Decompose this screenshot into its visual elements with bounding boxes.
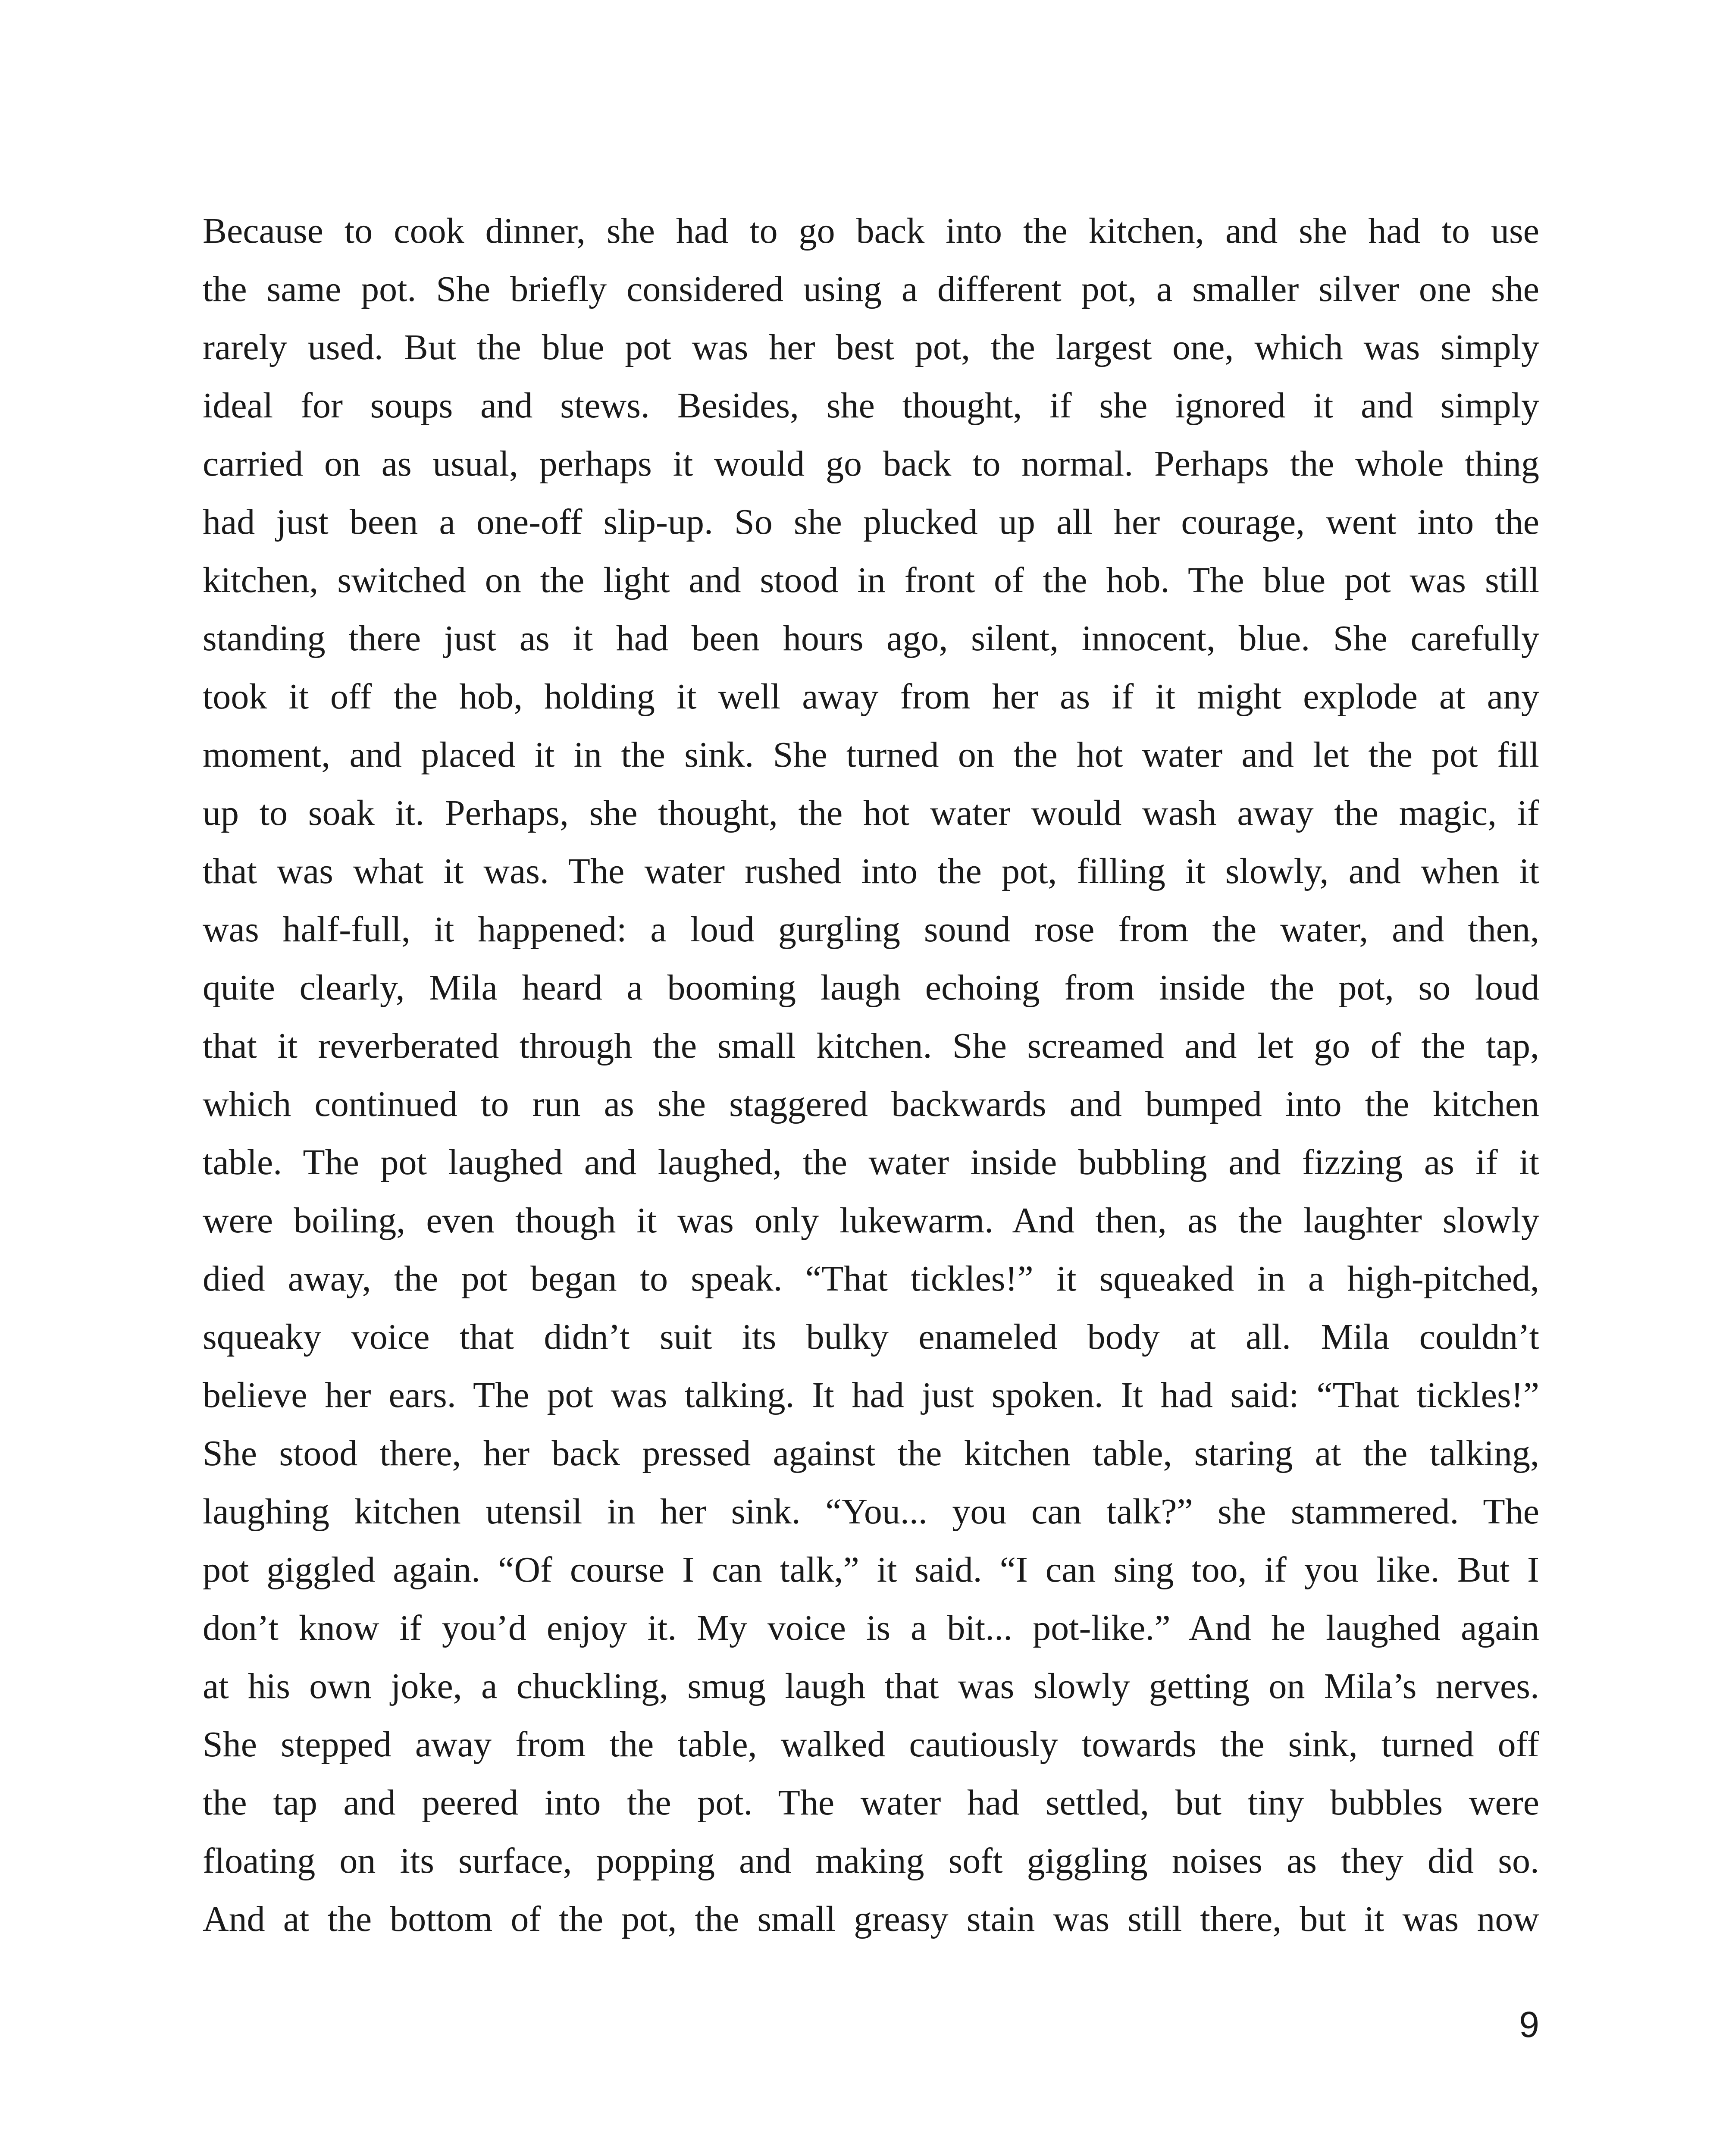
text-line: moment, and placed it in the sink. She turned on the hot water and let the pot fill xyxy=(203,735,1539,775)
text-line: the tap and peered into the pot. The water had settled, but tiny bubbles were xyxy=(203,1783,1539,1823)
text-line: rarely used. But the blue pot was her best pot, the largest one, which was simply xyxy=(203,327,1539,367)
text-line: don’t know if you’d enjoy it. My voice is a bit... pot-like.” And he laughed again xyxy=(203,1608,1539,1648)
text-line: was half-full, it happened: a loud gurgling sound rose from the water, and then, xyxy=(203,909,1539,950)
text-line: table. The pot laughed and laughed, the water inside bubbling and fizzing as if it xyxy=(203,1142,1539,1182)
page-number: 9 xyxy=(1519,2004,1539,2045)
text-line: laughing kitchen utensil in her sink. “You... you can talk?” she stammered. The xyxy=(203,1492,1539,1532)
text-line: which continued to run as she staggered backwards and bumped into the kitchen xyxy=(203,1084,1539,1124)
text-line: at his own joke, a chuckling, smug laugh that was slowly getting on Mila’s nerves. xyxy=(203,1666,1539,1706)
text-line: And at the bottom of the pot, the small greasy stain was still there, but it was now xyxy=(203,1899,1539,1939)
text-line: were boiling, even though it was only lukewarm. And then, as the laughter slowly xyxy=(203,1200,1539,1241)
text-line: quite clearly, Mila heard a booming laugh echoing from inside the pot, so loud xyxy=(203,968,1539,1008)
text-line: pot giggled again. “Of course I can talk,” it said. “I can sing too, if you like. But I xyxy=(203,1550,1539,1590)
text-line: up to soak it. Perhaps, she thought, the hot water would wash away the magic, if xyxy=(203,793,1539,833)
text-line: died away, the pot began to speak. “That tickles!” it squeaked in a high-pitched, xyxy=(203,1259,1539,1299)
text-line: squeaky voice that didn’t suit its bulky enameled body at all. Mila couldn’t xyxy=(203,1317,1539,1357)
text-line: took it off the hob, holding it well away from her as if it might explode at any xyxy=(203,677,1539,717)
text-line: Because to cook dinner, she had to go back into the kitchen, and she had to use xyxy=(203,211,1539,251)
text-line: kitchen, switched on the light and stood in front of the hob. The blue pot was still xyxy=(203,560,1539,600)
text-line: believe her ears. The pot was talking. It had just spoken. It had said: “That tickles!” xyxy=(203,1375,1539,1415)
text-line: ideal for soups and stews. Besides, she thought, if she ignored it and simply xyxy=(203,385,1539,426)
text-line: carried on as usual, perhaps it would go back to normal. Perhaps the whole thing xyxy=(203,444,1539,484)
text-line: that was what it was. The water rushed into the pot, filling it slowly, and when it xyxy=(203,851,1539,891)
text-line: had just been a one-off slip-up. So she plucked up all her courage, went into the xyxy=(203,502,1539,542)
text-line: that it reverberated through the small kitchen. She screamed and let go of the tap, xyxy=(203,1026,1539,1066)
text-line: the same pot. She briefly considered using a different pot, a smaller silver one she xyxy=(203,269,1539,309)
text-line: She stepped away from the table, walked cautiously towards the sink, turned off xyxy=(203,1724,1539,1764)
text-line: She stood there, her back pressed against the kitchen table, staring at the talking, xyxy=(203,1433,1539,1473)
body-text xyxy=(203,202,1539,1948)
text-line: standing there just as it had been hours ago, silent, innocent, blue. She carefully xyxy=(203,618,1539,658)
text-line: floating on its surface, popping and making soft giggling noises as they did so. xyxy=(203,1841,1539,1881)
